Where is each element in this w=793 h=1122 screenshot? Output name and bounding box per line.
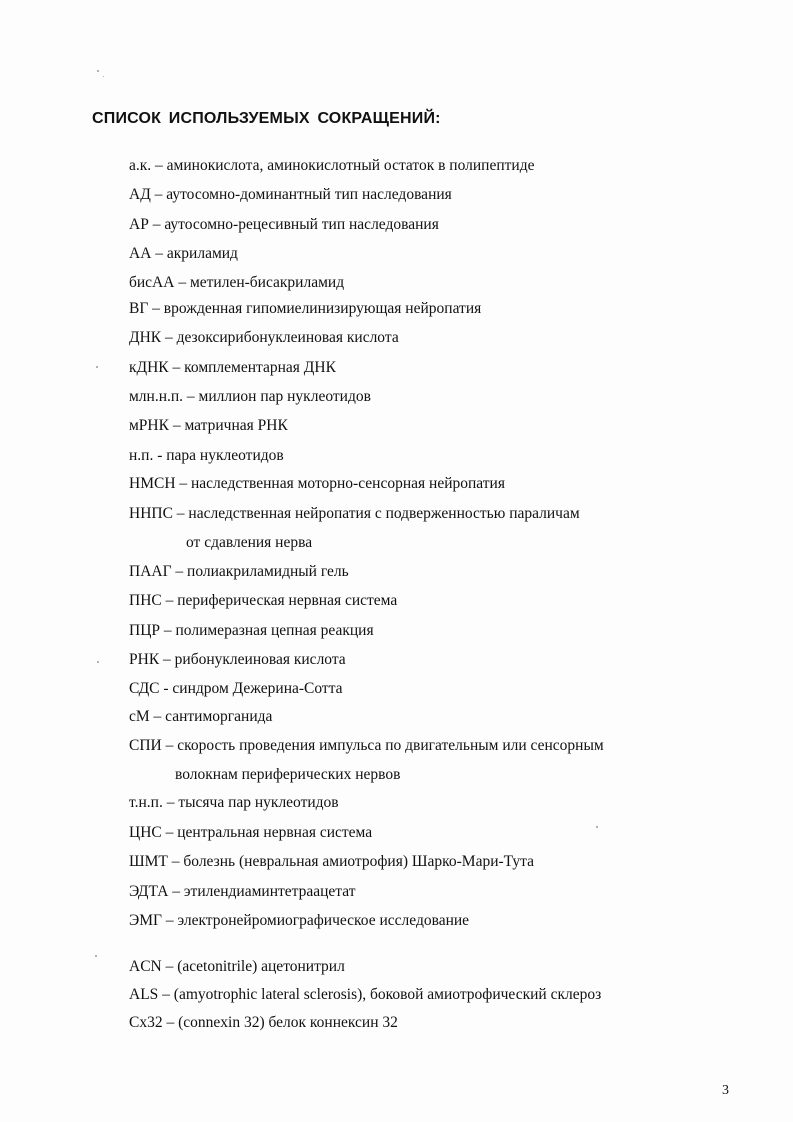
abbreviation-entry: ACN – (acetonitrile) ацетонитрил — [129, 958, 345, 975]
abbreviation-entry: АР – аутосомно-рецесивный тип наследования — [129, 216, 439, 233]
abbreviation-entry: ННПС – наследственная нейропатия с подверженностью параличам — [129, 505, 580, 522]
scan-speck — [97, 70, 99, 72]
abbreviation-entry: бисАА – метилен-бисакриламид — [129, 274, 345, 291]
scan-speck — [596, 826, 598, 828]
abbreviation-entry: ЦНС – центральная нервная система — [129, 824, 373, 841]
abbreviation-entry: АА – акриламид — [129, 245, 238, 262]
abbreviation-entry: ПНС – периферическая нервная система — [129, 592, 398, 609]
abbreviation-entry: ALS – (amyotrophic lateral sclerosis), боковой амиотрофический склероз — [129, 986, 602, 1003]
abbreviation-entry: ПЦР – полимеразная цепная реакция — [129, 622, 374, 639]
abbreviation-entry: ЭДТА – этилендиаминтетраацетат — [129, 883, 356, 900]
abbreviation-entry: ШМТ – болезнь (невральная амиотрофия) Шарко-Мари-Тута — [129, 853, 534, 870]
page-number: 3 — [722, 1083, 729, 1098]
abbreviation-entry: млн.н.п. – миллион пар нуклеотидов — [129, 388, 371, 405]
abbreviation-entry: РНК – рибонуклеиновая кислота — [129, 651, 346, 668]
abbreviation-entry: АД – аутосомно-доминантный тип наследования — [129, 186, 452, 203]
abbreviation-entry: ПААГ – полиакриламидный гель — [129, 563, 349, 580]
abbreviation-entry: ВГ – врожденная гипомиелинизирующая нейропатия — [129, 300, 482, 317]
abbreviation-entry: кДНК – комплементарная ДНК — [129, 359, 336, 376]
abbreviation-entry: а.к. – аминокислота, аминокислотный остаток в полипептиде — [129, 157, 535, 174]
abbreviation-entry: СДС - синдром Дежерина-Сотта — [129, 680, 343, 697]
scan-speck — [103, 76, 104, 77]
abbreviation-entry: сМ – сантиморганида — [129, 708, 273, 725]
abbreviation-entry: Cx32 – (connexin 32) белок коннексин 32 — [129, 1014, 398, 1031]
abbreviation-entry: НМСН – наследственная моторно-сенсорная нейропатия — [129, 475, 505, 492]
page-title: СПИСОК ИСПОЛЬЗУЕМЫХ СОКРАЩЕНИЙ: — [92, 110, 441, 127]
abbreviation-entry: мРНК – матричная РНК — [129, 417, 288, 434]
abbreviation-entry: ЭМГ – электронейромиографическое исследование — [129, 912, 470, 929]
abbreviation-entry: т.н.п. – тысяча пар нуклеотидов — [129, 794, 339, 811]
abbreviation-entry: ДНК – дезоксирибонуклеиновая кислота — [129, 329, 399, 346]
scan-speck — [95, 955, 97, 957]
abbreviation-continuation: волокнам периферических нервов — [175, 766, 401, 783]
abbreviation-entry: СПИ – скорость проведения импульса по двигательным или сенсорным — [129, 737, 604, 754]
scan-speck — [97, 661, 99, 663]
abbreviation-continuation: от сдавления нерва — [186, 534, 313, 551]
scan-speck — [96, 366, 98, 368]
abbreviation-entry: н.п. - пара нуклеотидов — [129, 447, 284, 464]
